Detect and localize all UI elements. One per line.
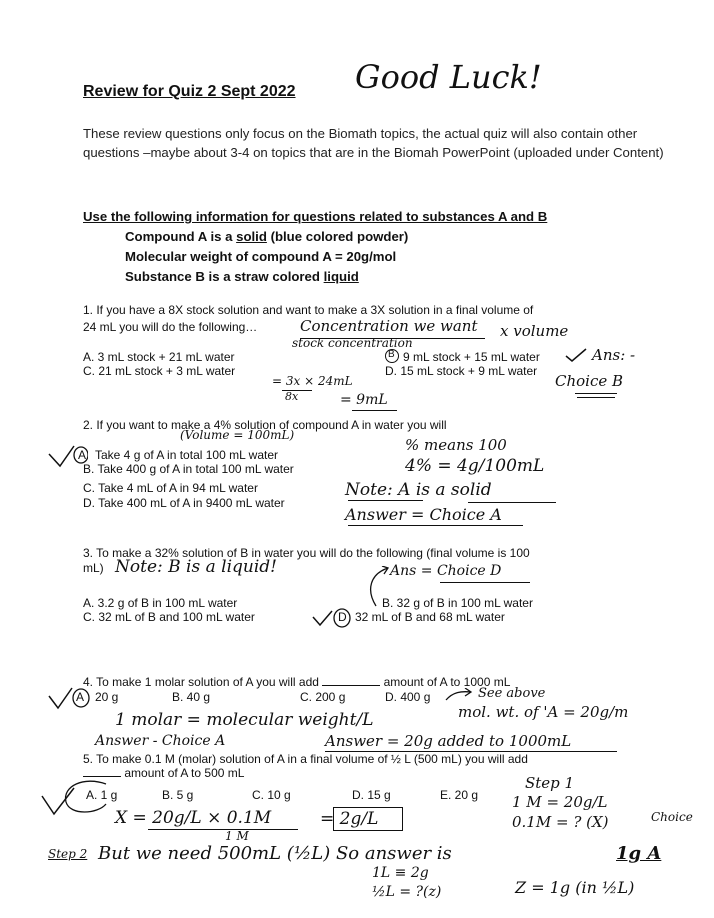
- q4-option-c: C. 200 g: [300, 690, 346, 704]
- info-substance-b: [125, 269, 359, 284]
- info-solid-word: solid: [236, 229, 267, 244]
- q1-option-a: A. 3 mL stock + 21 mL water: [83, 350, 235, 364]
- q3-hw-note: Note: B is a liquid!: [115, 557, 277, 577]
- q1-hw-result-underline: [352, 410, 397, 411]
- q2-option-c: C. Take 4 mL of A in 94 mL water: [83, 481, 258, 495]
- q5-hw-l2: ½L = ?(z): [372, 884, 442, 900]
- q1-hw-calc-den: 8x: [285, 390, 299, 403]
- q5-option-d: D. 15 g: [352, 788, 391, 802]
- q5-hw-step2: Step 2: [48, 847, 88, 861]
- q5-hw-result: = 2g/L: [320, 809, 379, 829]
- q1-hw-calc: = 3x × 24mL: [272, 374, 353, 388]
- q2-hw-volume: (Volume = 100mL): [180, 428, 295, 442]
- q1-hw-concentration: Concentration we want: [300, 317, 478, 335]
- q1-check-icon: [565, 348, 587, 362]
- q1-hw-stock: stock concentration: [292, 336, 413, 350]
- good-luck-handwriting: Good Luck!: [355, 58, 542, 96]
- q3-option-d: 32 mL of B and 68 mL water: [355, 610, 505, 624]
- q5-hw-m2: 0.1M = ? (X): [512, 813, 609, 831]
- q3-option-b: B. 32 g of B in 100 mL water: [382, 596, 533, 610]
- q5-hw-onega: 1g A: [616, 843, 662, 864]
- q1-option-c: C. 21 mL stock + 3 mL water: [83, 364, 236, 378]
- q5-hw-z: Z = 1g (in ½L): [515, 878, 635, 897]
- info-line1-post: (blue colored powder): [266, 229, 409, 244]
- q1-line2: 24 mL you will do the following…: [83, 320, 258, 334]
- q4-arrow-icon: [445, 688, 473, 702]
- q3-line1: 3. To make a 32% solution of B in water you will do the following (final volume is 100: [83, 546, 530, 560]
- q1-hw-ans: Ans: -: [592, 346, 636, 364]
- q3-hw-ans-underline: [440, 582, 530, 583]
- q5-hw-result-box: [333, 807, 403, 831]
- q3-hw-ans: Ans = Choice D: [390, 563, 502, 579]
- q5-blank: [83, 766, 121, 777]
- q3-line2: mL): [83, 561, 104, 575]
- info-heading: Use the following information for questions related to substances A and B: [83, 209, 548, 224]
- q2-line1: 2. If you want to make a 4% solution of compound A in water you will: [83, 418, 447, 432]
- q5-hw-fraction-bar: [148, 829, 298, 830]
- q5-hw-den: 1 M: [225, 829, 249, 843]
- q2-hw-note-underline: [348, 500, 423, 501]
- q3-option-a: A. 3.2 g of B in 100 mL water: [83, 596, 238, 610]
- q1-hw-choice-b: Choice B: [555, 372, 624, 390]
- q2-a-letter: A: [78, 448, 87, 462]
- intro-paragraph: These review questions only focus on the Biomath topics, the actual quiz will also contain other questions –maybe about 3-4 on topics that are in the Biomah PowerPoint (uploaded under Content): [83, 126, 664, 160]
- q5-option-a: A. 1 g: [86, 788, 118, 802]
- q5-hw-m1: 1 M = 20g/L: [512, 793, 608, 811]
- q5-hw-choice: Choice: [651, 810, 693, 824]
- q4-hw-answer-choice: Answer - Choice A: [95, 733, 226, 749]
- info-line3-pre: Substance B is a straw colored: [125, 269, 324, 284]
- q4-option-a: 20 g: [95, 690, 119, 704]
- q5-option-b: B. 5 g: [162, 788, 194, 802]
- q2-hw-means: % means 100: [405, 436, 507, 454]
- q2-option-a: Take 4 g of A in total 100 mL water: [95, 448, 278, 462]
- q4-hw-equation: 1 molar = molecular weight/L: [115, 710, 374, 730]
- q1-line1: 1. If you have a 8X stock solution and want to make a 3X solution in a final volume of: [83, 303, 534, 317]
- q1-hw-underline1: [575, 393, 617, 394]
- page-title: Review for Quiz 2 Sept 2022: [83, 83, 296, 100]
- q5-hw-but: But we need 500mL (½L) So answer is: [98, 843, 452, 864]
- q4-line1-post: amount of A to 1000 mL: [383, 675, 511, 689]
- q1-hw-xvolume: x volume: [500, 322, 569, 340]
- q5-hw-l1: 1L ≡ 2g: [372, 865, 429, 881]
- q1-b-letter: B: [388, 349, 395, 360]
- q5-option-e: E. 20 g: [440, 788, 479, 802]
- q2-option-b: B. Take 400 g of A in total 100 mL water: [83, 462, 294, 476]
- q2-hw-note: Note: A is a solid: [345, 480, 492, 500]
- q5-hw-step1: Step 1: [525, 774, 575, 792]
- q4-blank: [322, 675, 380, 686]
- q5-line1: 5. To make 0.1 M (molar) solution of A in a final volume of ½ L (500 mL) you will add: [83, 752, 528, 766]
- q2-hw-equation: 4% = 4g/100mL: [405, 456, 545, 476]
- q1-option-d: D. 15 mL stock + 9 mL water: [385, 364, 538, 378]
- q2-hw-answer: Answer = Choice A: [345, 505, 502, 524]
- q2-hw-solid-underline: [468, 502, 556, 503]
- q4-line1: [83, 675, 510, 689]
- q1-hw-underline2: [577, 397, 615, 398]
- q5-hw-calc: X = 20g/L × 0.1M: [115, 808, 272, 828]
- q5-line2-text: amount of A to 500 mL: [124, 766, 245, 780]
- q4-hw-see: See above: [478, 686, 546, 701]
- q4-option-b: B. 40 g: [172, 690, 211, 704]
- q2-option-d: D. Take 400 mL of A in 9400 mL water: [83, 496, 285, 510]
- q5-option-c: C. 10 g: [252, 788, 291, 802]
- q1-hw-result: = 9mL: [340, 392, 388, 408]
- info-line1-pre: Compound A is a: [125, 229, 237, 244]
- q1-option-b: 9 mL stock + 15 mL water: [403, 350, 540, 364]
- q2-hw-answer-underline: [348, 525, 523, 526]
- info-liquid-word: liquid: [323, 269, 359, 284]
- info-compound-a: [125, 229, 408, 244]
- q3-d-letter: D: [338, 610, 347, 624]
- info-molecular-weight: Molecular weight of compound A = 20g/mol: [125, 249, 397, 264]
- q3-option-c: C. 32 mL of B and 100 mL water: [83, 610, 255, 624]
- q4-line1-pre: 4. To make 1 molar solution of A you will add: [83, 675, 319, 689]
- q4-hw-answer-20g: Answer = 20g added to 1000mL: [325, 732, 572, 750]
- q4-option-d: D. 400 g: [385, 690, 431, 704]
- q4-hw-mol: mol. wt. of 'A = 20g/m: [458, 703, 629, 721]
- q4-a-letter: A: [76, 690, 85, 704]
